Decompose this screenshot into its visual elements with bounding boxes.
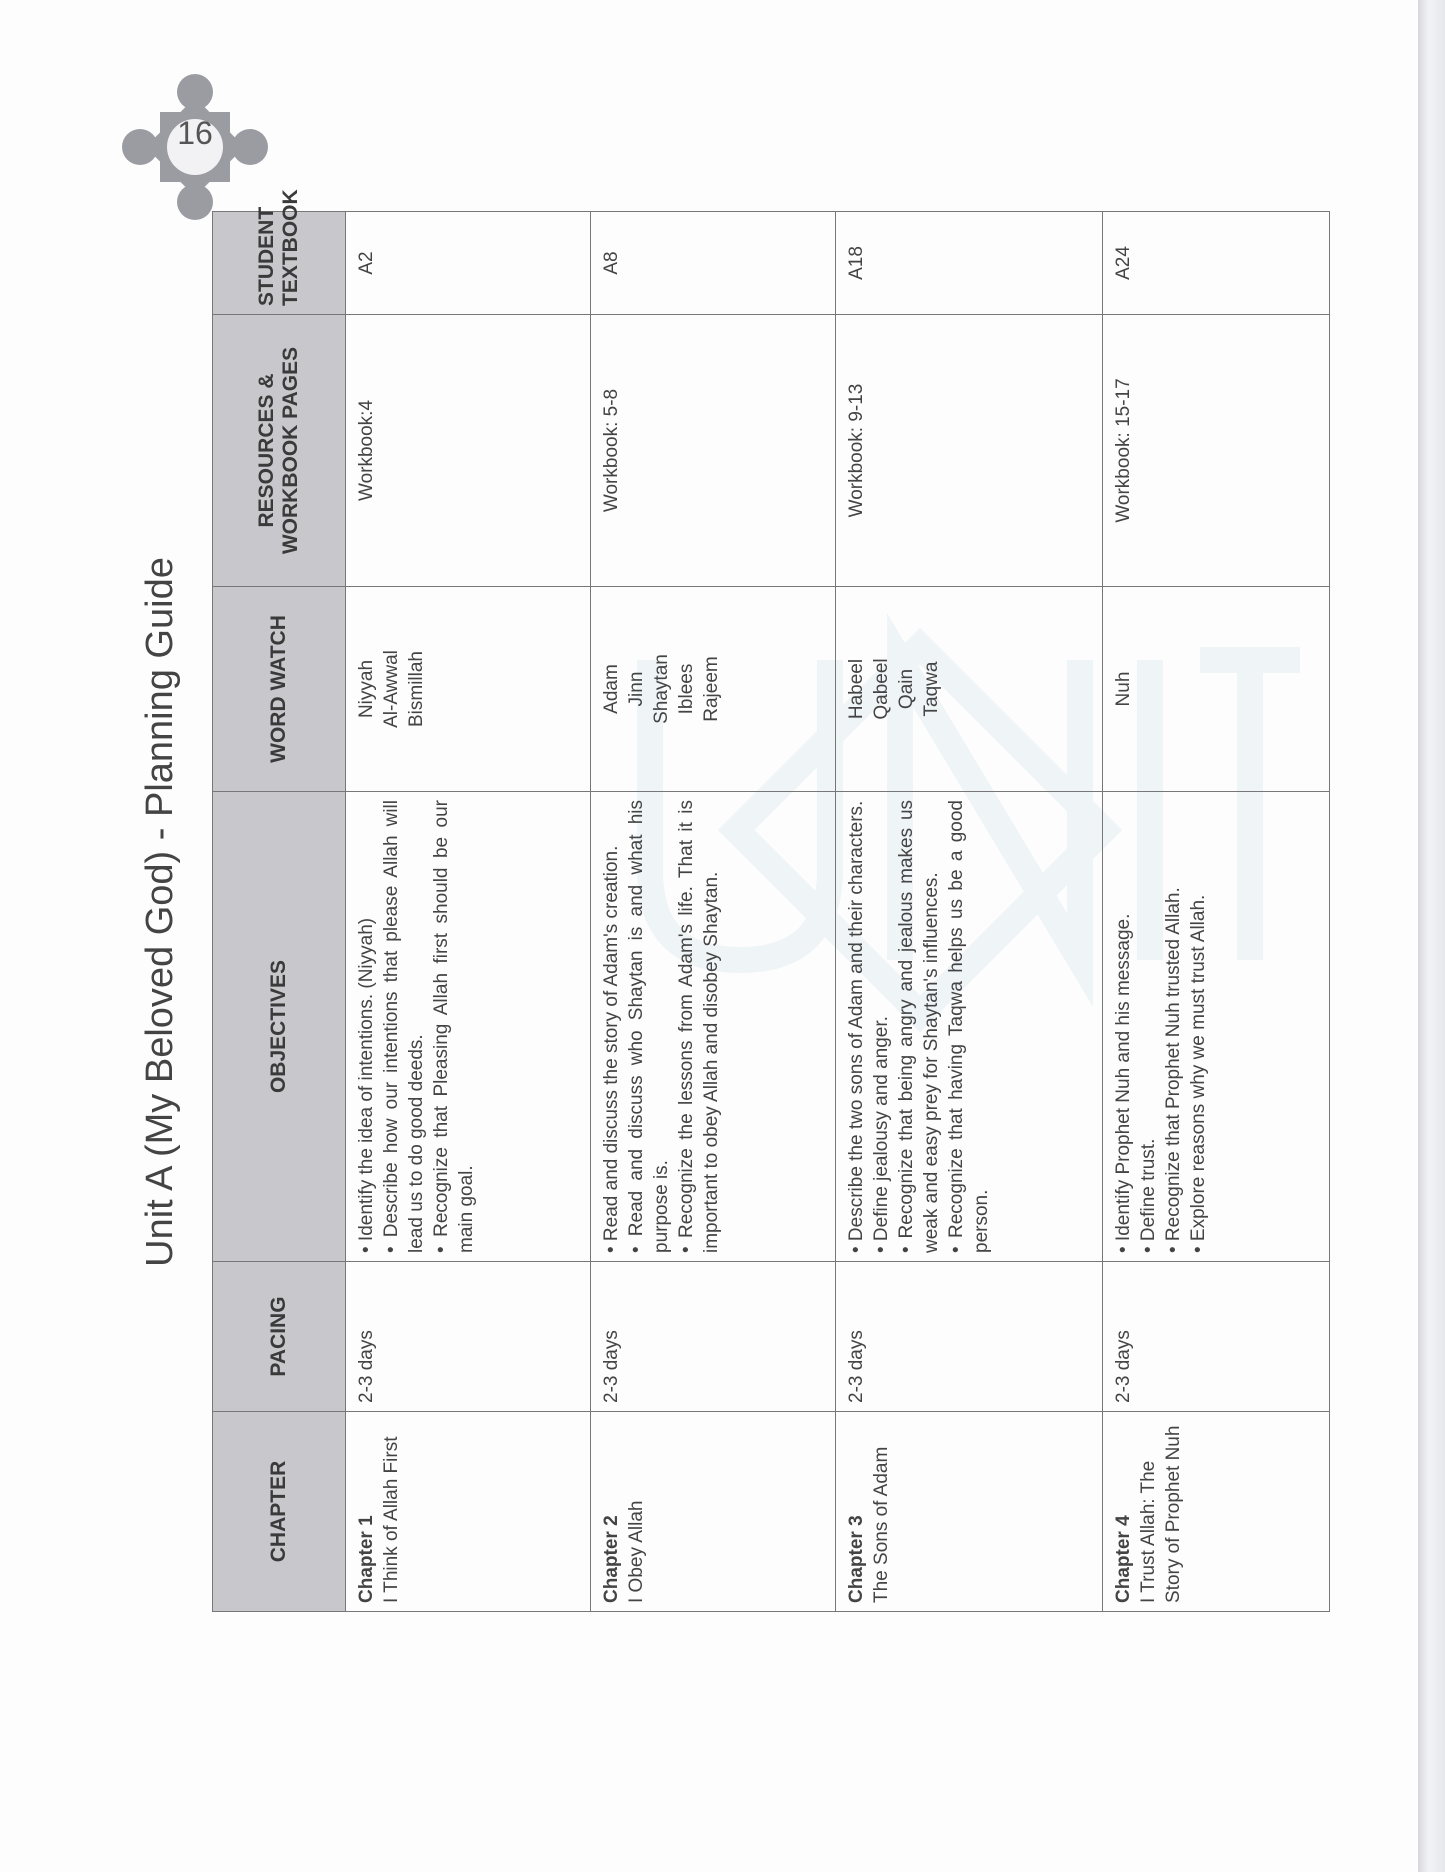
page-number: 16 xyxy=(177,115,213,151)
objective-item: • Define trust. xyxy=(1136,800,1161,1253)
objective-item: • Describe the two sons of Adam and their characters. xyxy=(844,800,869,1253)
chapter-cell xyxy=(1103,1412,1330,1612)
word-watch-cell xyxy=(836,587,1103,792)
table-header-row xyxy=(213,212,346,1612)
pacing-cell: 2-3 days xyxy=(346,1262,591,1412)
pacing-cell: 2-3 days xyxy=(836,1262,1103,1412)
textbook-cell: A18 xyxy=(836,212,1103,315)
objective-item: • Define jealousy and anger. xyxy=(869,800,894,1253)
objectives-cell xyxy=(1103,792,1330,1262)
pacing-cell: 2-3 days xyxy=(591,1262,836,1412)
header-pacing: PACING xyxy=(213,1262,346,1412)
objective-item: • Explore reasons why we must trust Allah. xyxy=(1186,800,1211,1253)
word-watch-cell xyxy=(1103,587,1330,792)
objective-item: • Recognize that having Taqwa helps us be a good person. xyxy=(944,800,994,1253)
vocabulary-word: Nuh xyxy=(1113,671,1134,707)
vocabulary-word: Al-Awwal xyxy=(381,650,403,728)
header-objectives: OBJECTIVES xyxy=(213,792,346,1262)
resources-cell: Workbook:4 xyxy=(346,315,591,587)
objectives-cell xyxy=(346,792,591,1262)
vocabulary-word: Habeel xyxy=(846,658,867,720)
vocabulary-word: Taqwa xyxy=(921,661,943,717)
chapter-title: The Sons of Adam xyxy=(871,1446,893,1603)
vocabulary-word: Qain xyxy=(896,668,918,710)
header-chapter: CHAPTER xyxy=(213,1412,346,1612)
vocabulary-word: Iblees xyxy=(676,663,698,715)
word-watch-cell xyxy=(591,587,836,792)
chapter-cell xyxy=(591,1412,836,1612)
chapter-title: I Trust Allah: The Story of Prophet Nuh xyxy=(1138,1425,1185,1603)
chapter-number: Chapter 3 xyxy=(846,1515,867,1603)
objective-item: • Recognize that being angry and jealous makes us weak and easy prey for Shaytan's influences. xyxy=(894,800,944,1253)
objectives-cell xyxy=(836,792,1103,1262)
textbook-cell: A24 xyxy=(1103,212,1330,315)
header-textbook: STUDENT TEXTBOOK xyxy=(213,212,346,315)
chapter-title: I Obey Allah xyxy=(626,1500,648,1603)
planning-guide-table xyxy=(212,189,1330,1612)
objective-item: • Describe how our intentions that please Allah will lead us to do good deeds. xyxy=(379,800,429,1253)
chapter-cell xyxy=(836,1412,1103,1612)
vocabulary-word: Rajeem xyxy=(701,656,723,722)
objective-item: • Recognize that Pleasing Allah first should be our main goal. xyxy=(429,800,479,1253)
planning-guide-page xyxy=(120,189,1340,1612)
vocabulary-word: Jinn xyxy=(626,671,648,707)
chapter-title: I Think of Allah First xyxy=(381,1436,403,1603)
chapter-number: Chapter 4 xyxy=(1113,1515,1134,1603)
table-row xyxy=(591,212,836,1612)
table-row xyxy=(836,212,1103,1612)
resources-cell: Workbook: 15-17 xyxy=(1103,315,1330,587)
word-watch-cell xyxy=(346,587,591,792)
header-resources: RESOURCES & WORKBOOK PAGES xyxy=(213,315,346,587)
objective-item: • Recognize the lessons from Adam's life. That it is important to obey Allah and disobey Shaytan. xyxy=(674,800,724,1253)
chapter-number: Chapter 2 xyxy=(601,1515,622,1603)
textbook-cell: A8 xyxy=(591,212,836,315)
objective-item: • Read and discuss the story of Adam's creation. xyxy=(599,800,624,1253)
vocabulary-word: Niyyah xyxy=(356,659,377,719)
textbook-cell: A2 xyxy=(346,212,591,315)
vocabulary-word: Shaytan xyxy=(651,654,673,724)
chapter-number: Chapter 1 xyxy=(356,1515,377,1603)
page-title: Unit A (My Beloved God) - Planning Guide xyxy=(139,557,181,1267)
objectives-cell xyxy=(591,792,836,1262)
page-edge xyxy=(1418,0,1445,1872)
chapter-cell xyxy=(346,1412,591,1612)
header-word-watch: WORD WATCH xyxy=(213,587,346,792)
vocabulary-word: Adam xyxy=(601,664,622,714)
pacing-cell: 2-3 days xyxy=(1103,1262,1330,1412)
resources-cell: Workbook: 5-8 xyxy=(591,315,836,587)
vocabulary-word: Bismillah xyxy=(406,650,428,728)
table-row xyxy=(346,212,591,1612)
objective-item: • Recognize that Prophet Nuh trusted Allah. xyxy=(1161,800,1186,1253)
table-row xyxy=(1103,212,1330,1612)
resources-cell: Workbook: 9-13 xyxy=(836,315,1103,587)
objective-item: • Identify the idea of intentions. (Niyyah) xyxy=(354,800,379,1253)
vocabulary-word: Qabeel xyxy=(871,658,893,720)
objective-item: • Identify Prophet Nuh and his message. xyxy=(1111,800,1136,1253)
objective-item: • Read and discuss who Shaytan is and what his purpose is. xyxy=(624,800,674,1253)
